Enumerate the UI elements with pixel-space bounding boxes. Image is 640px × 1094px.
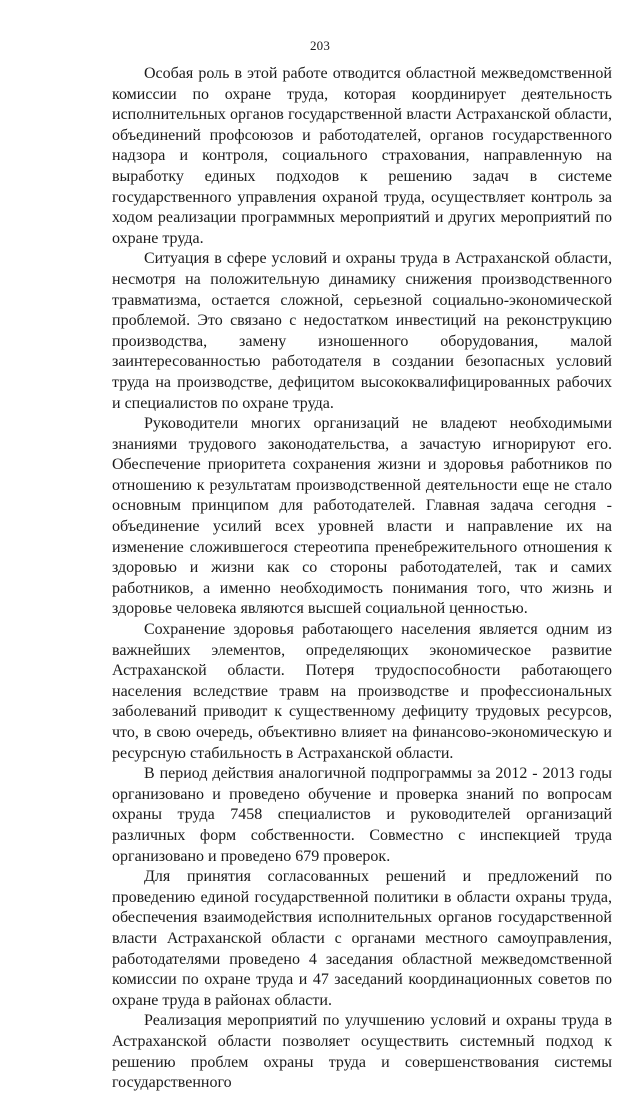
paragraph-implementation: Реализация мероприятий по улучшению условий и охраны труда в Астраханской области позволяет осуществить системный подход к решению проблем охраны труда и совершенствования системы государственного (112, 1012, 612, 1092)
document-body (112, 64, 612, 1094)
paragraph-coordinated-decisions: Для принятия согласованных решений и предложений по проведению единой государственной политики в области охраны труда, обеспечения взаимодействия исполнительных органов государственной власти Астраханской области с органами местного самоуправления, работодателями проведено 4 заседания областной межведомственной комиссии по охране труда и 47 заседаний координационных советов по охране труда в районах области. (112, 868, 612, 1009)
paragraph-subprogram-results: В период действия аналогичной подпрограммы за 2012 - 2013 годы организовано и проведено обучение и проверка знаний по вопросам охраны труда 7458 специалистов и руководителей организаций различных форм собственности. Совместно с инспекцией труда организовано и проведено 679 проверок. (112, 765, 612, 865)
paragraph-situation: Ситуация в сфере условий и охраны труда в Астраханской области, несмотря на положительную динамику снижения производственного травматизма, остается сложной, серьезной социально-экономической проблемой. Это связано с недостатком инвестиций на реконструкцию производства, замену изношенного оборудования, малой заинтересованностью работодателя в создании безопасных условий труда на производстве, дефицитом высококвалифицированных рабочих и специалистов по охране труда. (112, 250, 612, 412)
paragraph-commission-role: Особая роль в этой работе отводится областной межведомственной комиссии по охране труда, которая координирует деятельность исполнительных органов государственной власти Астраханской области, объединений профсоюзов и работодателей, органов государственного надзора и контроля, социального страхования, направленную на выработку единых подходов к решению задач в системе государственного управления охраной труда, осуществляет контроль за ходом реализации программных мероприятий и других мероприятий по охране труда. (112, 65, 612, 247)
paragraph-health-preservation: Сохранение здоровья работающего населения является одним из важнейших элементов, определяющих экономическое развитие Астраханской области. Потеря трудоспособности работающего населения вследствие травм на производстве и профессиональных заболеваний приводит к существенному дефициту трудовых ресурсов, что, в свою очередь, объективно влияет на финансово-экономическую и ресурсную стабильность в Астраханской области. (112, 621, 612, 762)
paragraph-managers: Руководители многих организаций не владеют необходимыми знаниями трудового законодательства, а зачастую игнорируют его. Обеспечение приоритета сохранения жизни и здоровья работников по отношению к результатам производственной деятельности еще не стало основным принципом для работодателей. Главная задача сегодня - объединение усилий всех уровней власти и направление их на изменение сложившегося стереотипа пренебрежительного отношения к здоровью и жизни как со стороны работодателей, так и самих работников, а именно необходимость понимания того, что жизнь и здоровье человека являются высшей социальной ценностью. (112, 415, 612, 618)
page-number: 203 (309, 38, 331, 53)
